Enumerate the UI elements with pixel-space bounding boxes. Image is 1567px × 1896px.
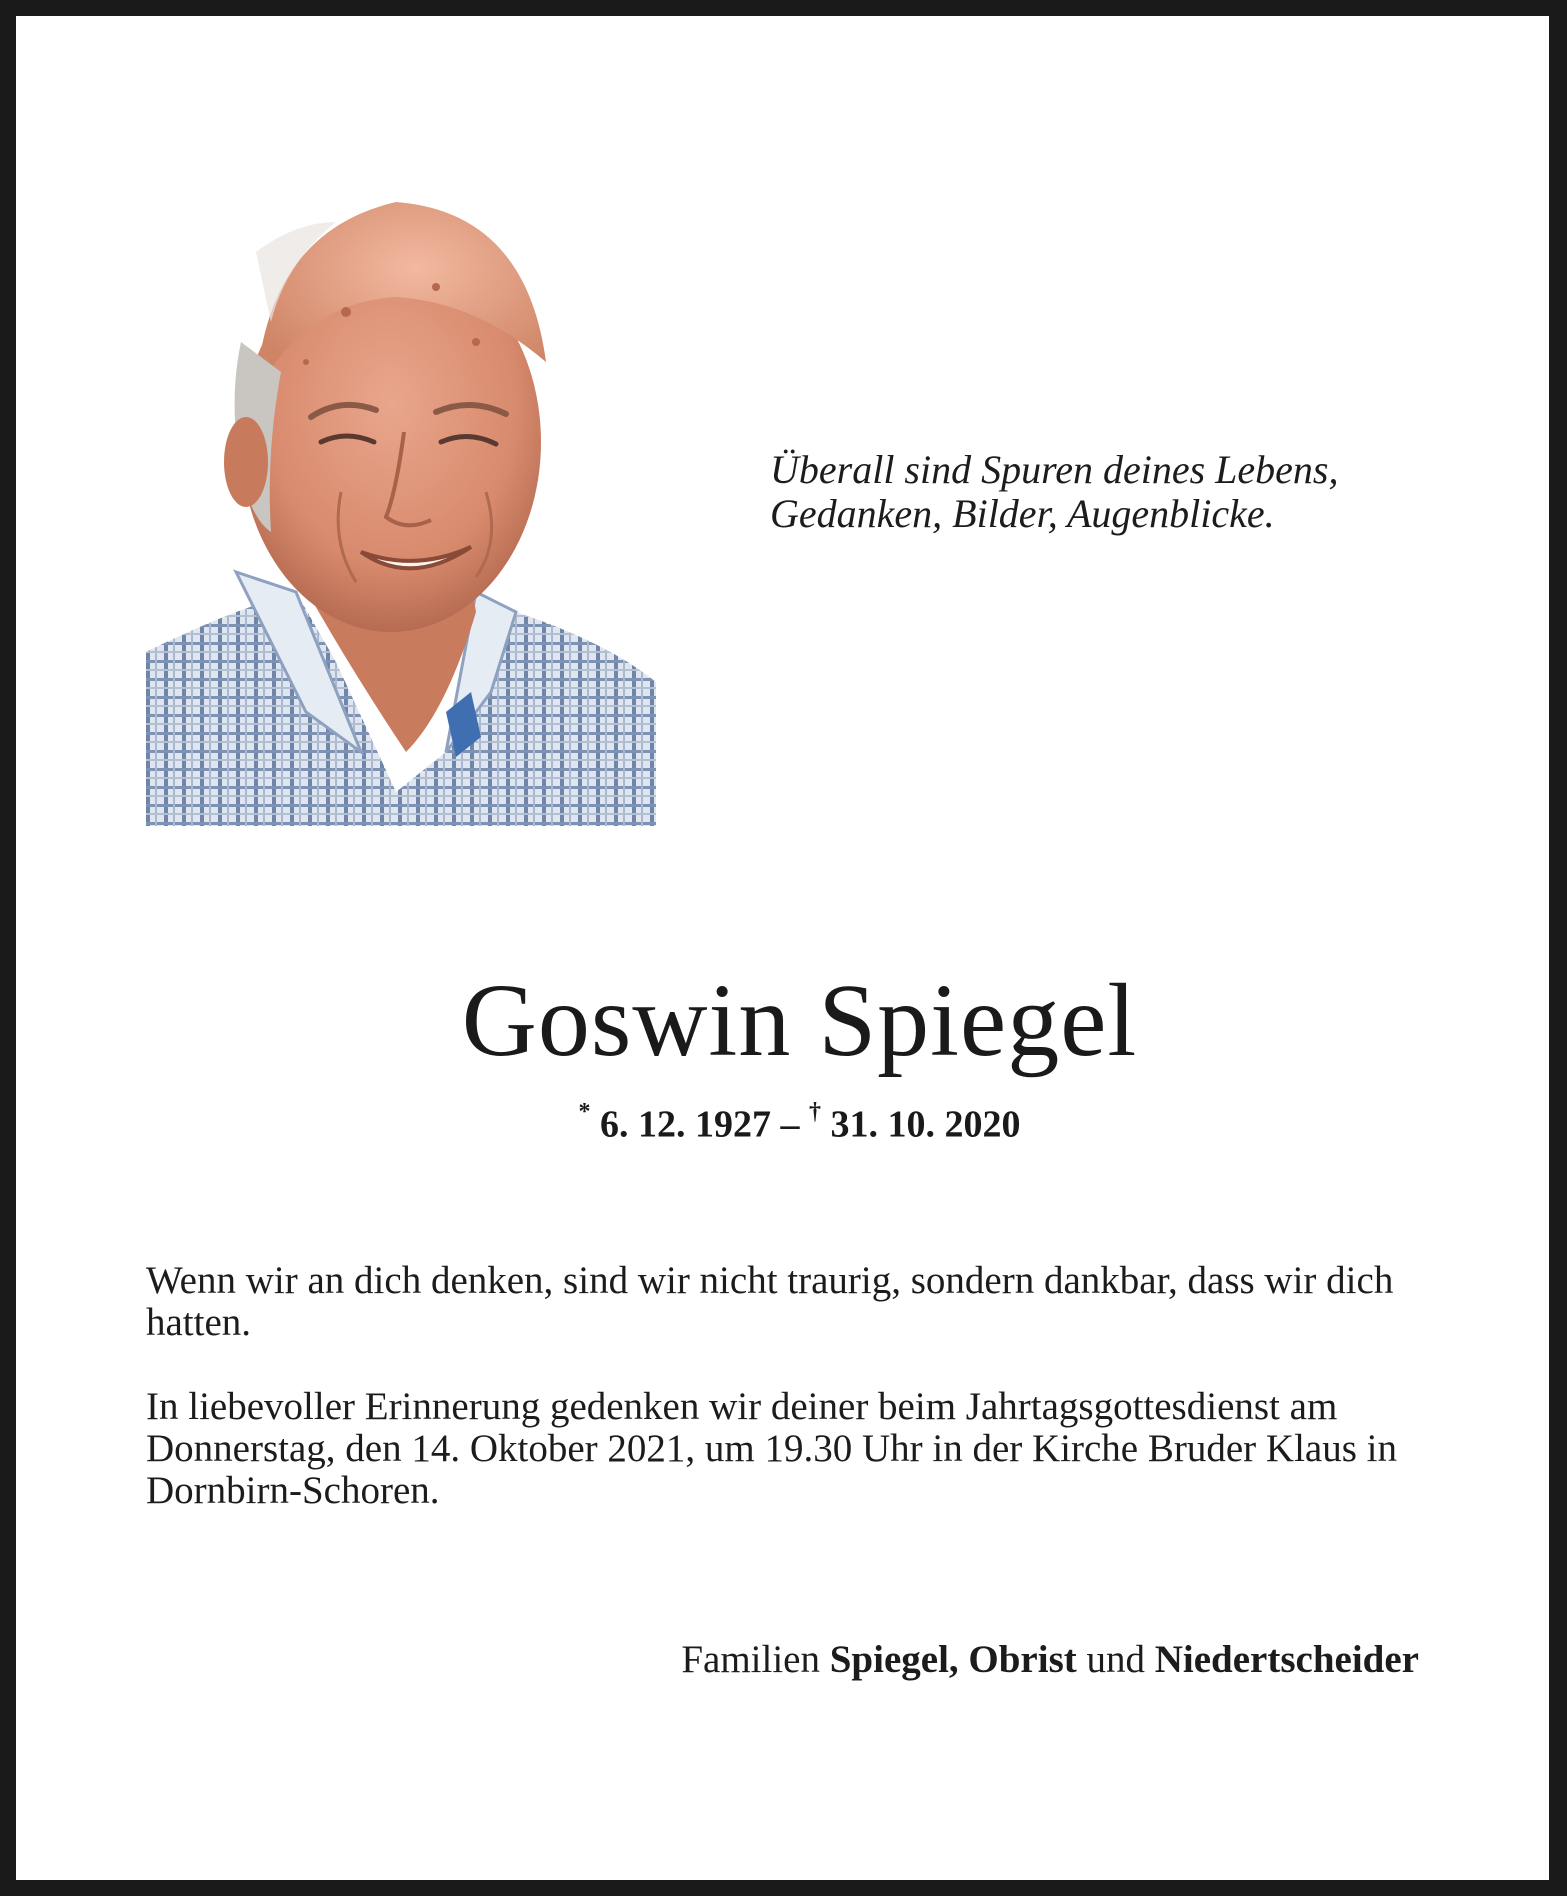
life-dates [16,1088,1567,1153]
signature-prefix: Familien [681,1638,830,1681]
death-symbol: † [809,1099,821,1125]
death-date: 31. 10. 2020 [830,1103,1021,1146]
paragraph-gratitude: Wenn wir an dich denken, sind wir nicht traurig, sondern dankbar, dass wir dich hatten. [146,1259,1394,1344]
signature-family-1: Spiegel, Obrist [829,1638,1077,1681]
birth-date: 6. 12. 1927 [600,1103,771,1146]
quote-line-2: Gedanken, Bilder, Augenblicke. [770,491,1275,536]
quote-line-1: Überall sind Spuren deines Lebens, [770,447,1339,492]
memorial-quote [770,448,1470,536]
portrait-photo [146,192,656,826]
deceased-name: Goswin Spiegel [461,963,1138,1078]
signature-connector: und [1076,1638,1155,1681]
paragraph-memorial-service: In liebevoller Erinnerung gedenken wir deiner beim Jahrtagsgottesdienst am Donnerstag, den 14. Oktober 2021, um 19.30 Uhr in der Kirche Bruder Klaus in Dornbirn-Schoren. [146,1385,1397,1512]
family-signature [681,1636,1419,1684]
signature-family-2: Niedertscheider [1154,1638,1419,1681]
date-separator: – [771,1103,809,1146]
birth-symbol: * [578,1099,591,1125]
